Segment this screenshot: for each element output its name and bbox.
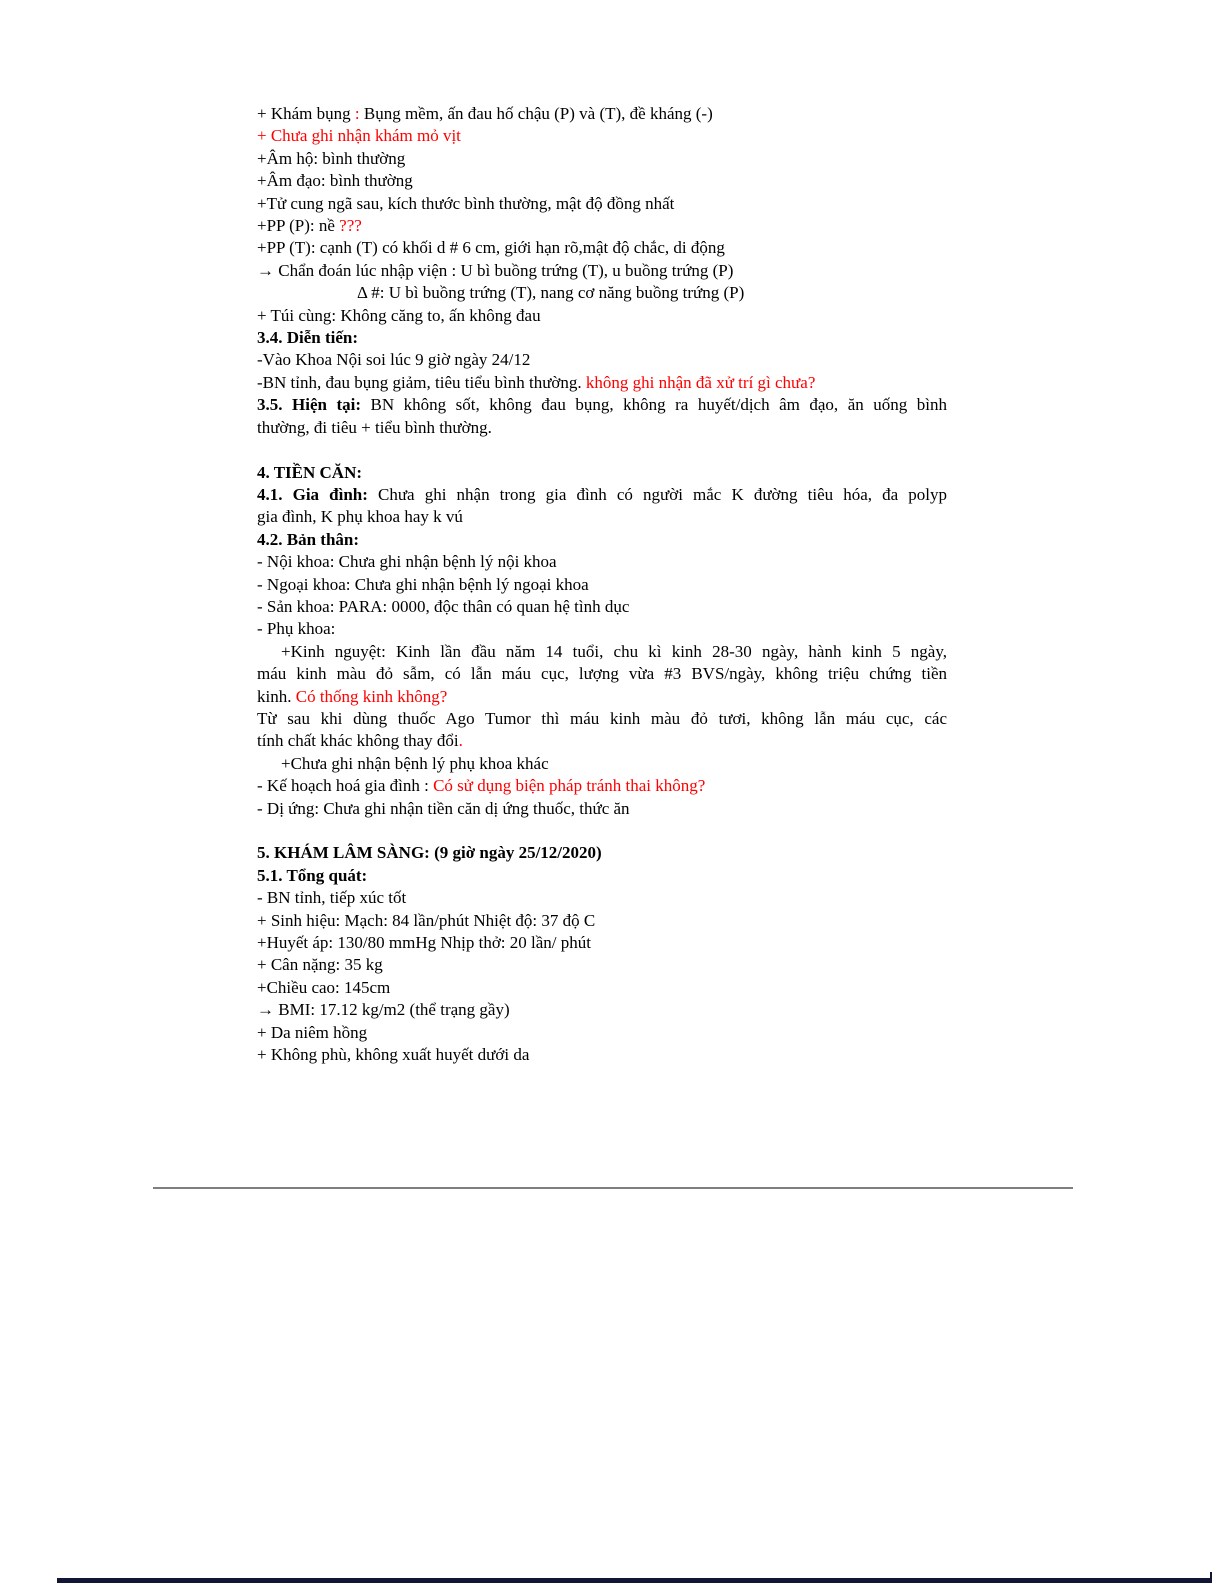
doc-text-segment: +Chiều cao: 145cm — [257, 977, 391, 997]
doc-line — [257, 641, 947, 663]
doc-text-segment: +PP (P): nề — [257, 216, 340, 236]
doc-text-segment: BN không sốt, không đau bụng, không ra huyết/dịch âm đạo, ăn uống bình — [370, 395, 947, 415]
doc-text-segment: kinh. — [257, 686, 296, 706]
doc-text-segment: - Phụ khoa: — [257, 619, 336, 639]
doc-line — [257, 730, 947, 752]
doc-text-segment: 4.1. Gia đình: — [257, 484, 378, 504]
doc-line — [257, 484, 947, 506]
doc-line — [257, 237, 947, 259]
doc-text-segment: +Chưa ghi nhận bệnh lý phụ khoa khác — [281, 753, 549, 773]
doc-line — [257, 954, 947, 976]
doc-text-segment: → Chẩn đoán lúc nhập viện : U bì buồng trứng (T), u buồng trứng (P) — [257, 260, 734, 280]
doc-text-segment: -Vào Khoa Nội soi lúc 9 giờ ngày 24/12 — [257, 350, 531, 370]
doc-text-segment: Bụng mềm, ấn đau hố chậu (P) và (T), đề kháng (-) — [363, 104, 713, 123]
doc-text-segment: + Không phù, không xuất huyết dưới da — [257, 1045, 530, 1065]
doc-text-segment: +Âm hộ: bình thường — [257, 148, 406, 168]
doc-text-segment: Δ #: U bì buồng trứng (T), nang cơ năng buồng trứng (P) — [357, 283, 745, 303]
doc-line — [257, 349, 947, 371]
doc-text-segment: + Cân nặng: 35 kg — [257, 955, 383, 975]
document-body — [257, 103, 947, 1066]
annotation-text-segment: Có thống kinh không? — [295, 686, 448, 706]
doc-line — [257, 462, 947, 484]
doc-text-segment: 4.2. Bản thân: — [257, 529, 360, 549]
annotation-text-segment: + Chưa ghi nhận khám mỏ vịt — [257, 126, 461, 146]
doc-text-segment: - Kế hoạch hoá gia đình : — [257, 776, 434, 796]
annotation-text-segment: không ghi nhận đã xử trí gì chưa? — [585, 372, 816, 392]
doc-text-segment: gia đình, K phụ khoa hay k vú — [257, 507, 463, 527]
doc-text-segment: máu kinh màu đỏ sẫm, có lẫn máu cục, lượng vừa #3 BVS/ngày, không triệu chứng tiền — [257, 664, 947, 684]
doc-line — [257, 596, 947, 618]
doc-line — [257, 372, 947, 394]
doc-text-segment: -BN tỉnh, đau bụng giảm, tiêu tiểu bình thường. — [257, 372, 586, 392]
doc-line — [257, 842, 947, 864]
doc-text-segment: + Khám bụng — [257, 104, 355, 123]
doc-text-segment: +PP (T): cạnh (T) có khối d # 6 cm, giới hạn rõ,mật độ chắc, di động — [257, 238, 725, 258]
doc-line — [257, 910, 947, 932]
doc-line — [257, 932, 947, 954]
doc-blank-line — [257, 820, 947, 842]
page-bottom-bar — [57, 1578, 1212, 1583]
doc-text-segment: 4. TIỀN CĂN: — [257, 462, 363, 482]
doc-line — [257, 618, 947, 640]
doc-text-segment: 5.1. Tổng quát: — [257, 865, 368, 885]
annotation-text-segment: ??? — [339, 216, 362, 236]
doc-line — [257, 708, 947, 730]
annotation-text-segment: : — [354, 104, 364, 123]
doc-line — [257, 887, 947, 909]
annotation-text-segment: Có sử dụng biện pháp tránh thai không? — [433, 776, 706, 796]
doc-line — [257, 170, 947, 192]
doc-text-segment: 5. KHÁM LÂM SÀNG: (9 giờ ngày 25/12/2020) — [257, 843, 602, 863]
doc-line — [257, 574, 947, 596]
doc-line — [257, 125, 947, 147]
doc-line — [257, 529, 947, 551]
doc-line — [257, 327, 947, 349]
doc-text-segment: - Dị ứng: Chưa ghi nhận tiền căn dị ứng thuốc, thức ăn — [257, 798, 630, 818]
doc-text-segment: +Huyết áp: 130/80 mmHg Nhịp thở: 20 lần/ phút — [257, 933, 591, 953]
doc-text-segment: Chưa ghi nhận trong gia đình có người mắc K đường tiêu hóa, đa polyp — [378, 484, 947, 504]
doc-text-segment: + Sinh hiệu: Mạch: 84 lần/phút Nhiệt độ: 37 độ C — [257, 910, 596, 930]
doc-text-segment: - BN tỉnh, tiếp xúc tốt — [257, 888, 407, 908]
doc-text-segment: - Sản khoa: PARA: 0000, độc thân có quan hệ tình dục — [257, 596, 630, 616]
doc-line — [257, 103, 947, 125]
doc-text-segment: + Túi cùng: Không căng to, ấn không đau — [257, 305, 541, 325]
horizontal-rule — [153, 1187, 1073, 1189]
doc-line — [257, 977, 947, 999]
doc-line — [257, 394, 947, 416]
doc-line — [257, 148, 947, 170]
doc-text-segment: - Nội khoa: Chưa ghi nhận bệnh lý nội khoa — [257, 552, 557, 572]
doc-text-segment: +Kinh nguyệt: Kinh lần đầu năm 14 tuổi, chu kì kinh 28-30 ngày, hành kinh 5 ngày, — [281, 641, 947, 661]
doc-text-segment: Từ sau khi dùng thuốc Ago Tumor thì máu kinh màu đỏ tươi, không lẫn máu cục, các — [257, 708, 947, 728]
doc-line — [257, 1022, 947, 1044]
doc-line — [257, 551, 947, 573]
doc-text-segment: 3.5. Hiện tại: — [257, 395, 371, 415]
doc-line — [257, 753, 947, 775]
doc-text-segment: + Da niêm hồng — [257, 1022, 368, 1042]
doc-blank-line — [257, 439, 947, 461]
doc-text-segment: - Ngoại khoa: Chưa ghi nhận bệnh lý ngoại khoa — [257, 574, 589, 594]
doc-text-segment: +Âm đạo: bình thường — [257, 171, 413, 191]
doc-line — [257, 506, 947, 528]
doc-line — [257, 663, 947, 685]
doc-line — [257, 775, 947, 797]
doc-text-segment: thường, đi tiêu + tiểu bình thường. — [257, 417, 492, 437]
doc-line — [257, 260, 947, 282]
doc-text-segment: → BMI: 17.12 kg/m2 (thể trạng gầy) — [257, 1000, 510, 1020]
doc-text-segment: +Tử cung ngã sau, kích thước bình thường, mật độ đồng nhất — [257, 193, 675, 213]
doc-line — [257, 282, 947, 304]
doc-text-segment: 3.4. Diễn tiến: — [257, 328, 359, 348]
doc-line — [257, 1044, 947, 1066]
annotation-text-segment: . — [458, 731, 463, 751]
doc-line — [257, 865, 947, 887]
doc-line — [257, 215, 947, 237]
doc-line — [257, 686, 947, 708]
doc-line — [257, 305, 947, 327]
doc-text-segment: tính chất khác không thay đổi — [257, 731, 459, 751]
doc-line — [257, 417, 947, 439]
doc-line — [257, 999, 947, 1021]
doc-line — [257, 798, 947, 820]
doc-line — [257, 193, 947, 215]
